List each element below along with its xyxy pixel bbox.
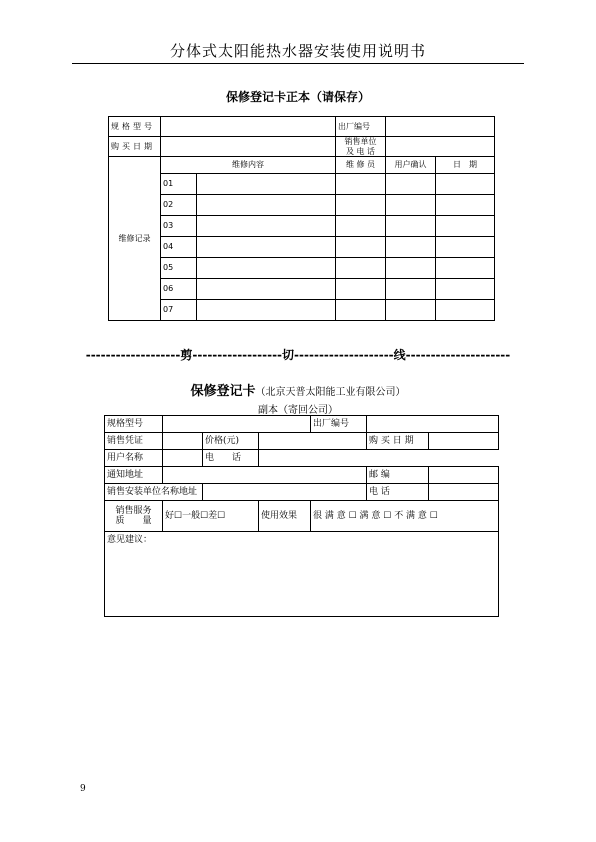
page-number: 9 xyxy=(80,784,86,794)
table-row xyxy=(105,532,499,617)
repair-content-cell[interactable] xyxy=(197,237,336,258)
seller-address-field[interactable] xyxy=(203,484,367,501)
page-header-title: 分体式太阳能热水器安装使用说明书 xyxy=(169,42,426,60)
table-row xyxy=(109,216,495,237)
col-header-confirm: 用户确认 xyxy=(386,157,436,174)
technician-cell[interactable] xyxy=(336,300,386,321)
confirm-cell[interactable] xyxy=(386,174,436,195)
table-row xyxy=(105,416,499,433)
table-row xyxy=(109,258,495,279)
voucher-label: 销售凭证 xyxy=(105,433,163,450)
serial-field[interactable] xyxy=(367,416,499,433)
username-field[interactable] xyxy=(163,450,203,467)
row-number: 02 xyxy=(161,195,197,216)
address-label: 通知地址 xyxy=(105,467,163,484)
seller-field[interactable] xyxy=(386,137,495,157)
table-row xyxy=(105,450,499,467)
row-number: 03 xyxy=(161,216,197,237)
row-number: 07 xyxy=(161,300,197,321)
seller-label: 销售单位 及 电 话 xyxy=(336,137,386,157)
technician-cell[interactable] xyxy=(336,279,386,300)
table-row xyxy=(105,484,499,501)
model-field[interactable] xyxy=(161,117,336,137)
row-number: 01 xyxy=(161,174,197,195)
repair-content-cell[interactable] xyxy=(197,258,336,279)
repair-content-cell[interactable] xyxy=(197,174,336,195)
voucher-field[interactable] xyxy=(163,433,203,450)
date-cell[interactable] xyxy=(436,216,495,237)
date-cell[interactable] xyxy=(436,237,495,258)
postcode-field[interactable] xyxy=(429,467,499,484)
price-label: 价格(元) xyxy=(203,433,259,450)
opinion-label: 意见建议： xyxy=(107,535,153,545)
phone2-label: 电 话 xyxy=(367,484,429,501)
technician-cell[interactable] xyxy=(336,237,386,258)
table-row xyxy=(109,117,495,137)
card2-company: （北京天普太阳能工业有限公司） xyxy=(255,387,406,398)
card2-title xyxy=(0,380,596,399)
opinion-field[interactable] xyxy=(105,532,499,617)
repair-content-cell[interactable] xyxy=(197,195,336,216)
cut-line: -------------------剪------------------切--------------------线--------------------- xyxy=(85,348,511,362)
col-header-date: 日 期 xyxy=(436,157,495,174)
table-row xyxy=(109,137,495,157)
serial-field[interactable] xyxy=(386,117,495,137)
model-label: 规格型号 xyxy=(109,117,161,137)
effect-label: 使用效果 xyxy=(259,501,311,532)
date-cell[interactable] xyxy=(436,258,495,279)
technician-cell[interactable] xyxy=(336,216,386,237)
serial-label: 出厂编号 xyxy=(311,416,367,433)
serial-label: 出厂编号 xyxy=(336,117,386,137)
confirm-cell[interactable] xyxy=(386,258,436,279)
header-rule xyxy=(72,63,524,64)
col-header-content: 维修内容 xyxy=(161,157,336,174)
table-row xyxy=(109,195,495,216)
confirm-cell[interactable] xyxy=(386,216,436,237)
warranty-card-copy-table xyxy=(104,415,499,617)
technician-cell[interactable] xyxy=(336,258,386,279)
date-cell[interactable] xyxy=(436,174,495,195)
table-row xyxy=(105,433,499,450)
confirm-cell[interactable] xyxy=(386,237,436,258)
table-row xyxy=(105,501,499,532)
repair-content-cell[interactable] xyxy=(197,300,336,321)
model-field[interactable] xyxy=(163,416,311,433)
warranty-card-original-table xyxy=(108,116,495,321)
price-field[interactable] xyxy=(259,433,367,450)
service-quality-label: 销售服务 质 量 xyxy=(105,501,163,532)
purchase-date-field[interactable] xyxy=(429,433,499,450)
card1-title: 保修登记卡正本（请保存） xyxy=(225,90,370,104)
table-row xyxy=(105,467,499,484)
phone2-field[interactable] xyxy=(429,484,499,501)
postcode-label: 邮 编 xyxy=(367,467,429,484)
technician-cell[interactable] xyxy=(336,174,386,195)
row-number: 06 xyxy=(161,279,197,300)
table-row xyxy=(109,237,495,258)
card2-subtitle: 副本（寄回公司） xyxy=(258,405,338,416)
seller-address-label: 销售安装单位名称地址 xyxy=(105,484,203,501)
service-options[interactable]: 好☐一般☐差☐ xyxy=(163,501,259,532)
row-number: 04 xyxy=(161,237,197,258)
date-cell[interactable] xyxy=(436,300,495,321)
table-row xyxy=(109,157,495,174)
card2-title-main: 保修登记卡 xyxy=(190,384,256,399)
purchase-date-label: 购买日期 xyxy=(109,137,161,157)
effect-options[interactable]: 很 满 意 ☐ 满 意 ☐ 不 满 意 ☐ xyxy=(311,501,499,532)
table-row xyxy=(109,174,495,195)
phone-field[interactable] xyxy=(259,450,499,467)
col-header-technician: 维 修 员 xyxy=(336,157,386,174)
confirm-cell[interactable] xyxy=(386,279,436,300)
confirm-cell[interactable] xyxy=(386,300,436,321)
technician-cell[interactable] xyxy=(336,195,386,216)
table-row xyxy=(109,300,495,321)
repair-record-label: 维修记录 xyxy=(109,157,161,321)
purchase-date-field[interactable] xyxy=(161,137,336,157)
phone-label: 电 话 xyxy=(203,450,259,467)
repair-content-cell[interactable] xyxy=(197,216,336,237)
confirm-cell[interactable] xyxy=(386,195,436,216)
row-number: 05 xyxy=(161,258,197,279)
table-row xyxy=(109,279,495,300)
address-field[interactable] xyxy=(163,467,367,484)
purchase-date-label: 购 买 日 期 xyxy=(367,433,429,450)
username-label: 用户名称 xyxy=(105,450,163,467)
repair-content-cell[interactable] xyxy=(197,279,336,300)
date-cell[interactable] xyxy=(436,279,495,300)
model-label: 规格型号 xyxy=(105,416,163,433)
date-cell[interactable] xyxy=(436,195,495,216)
